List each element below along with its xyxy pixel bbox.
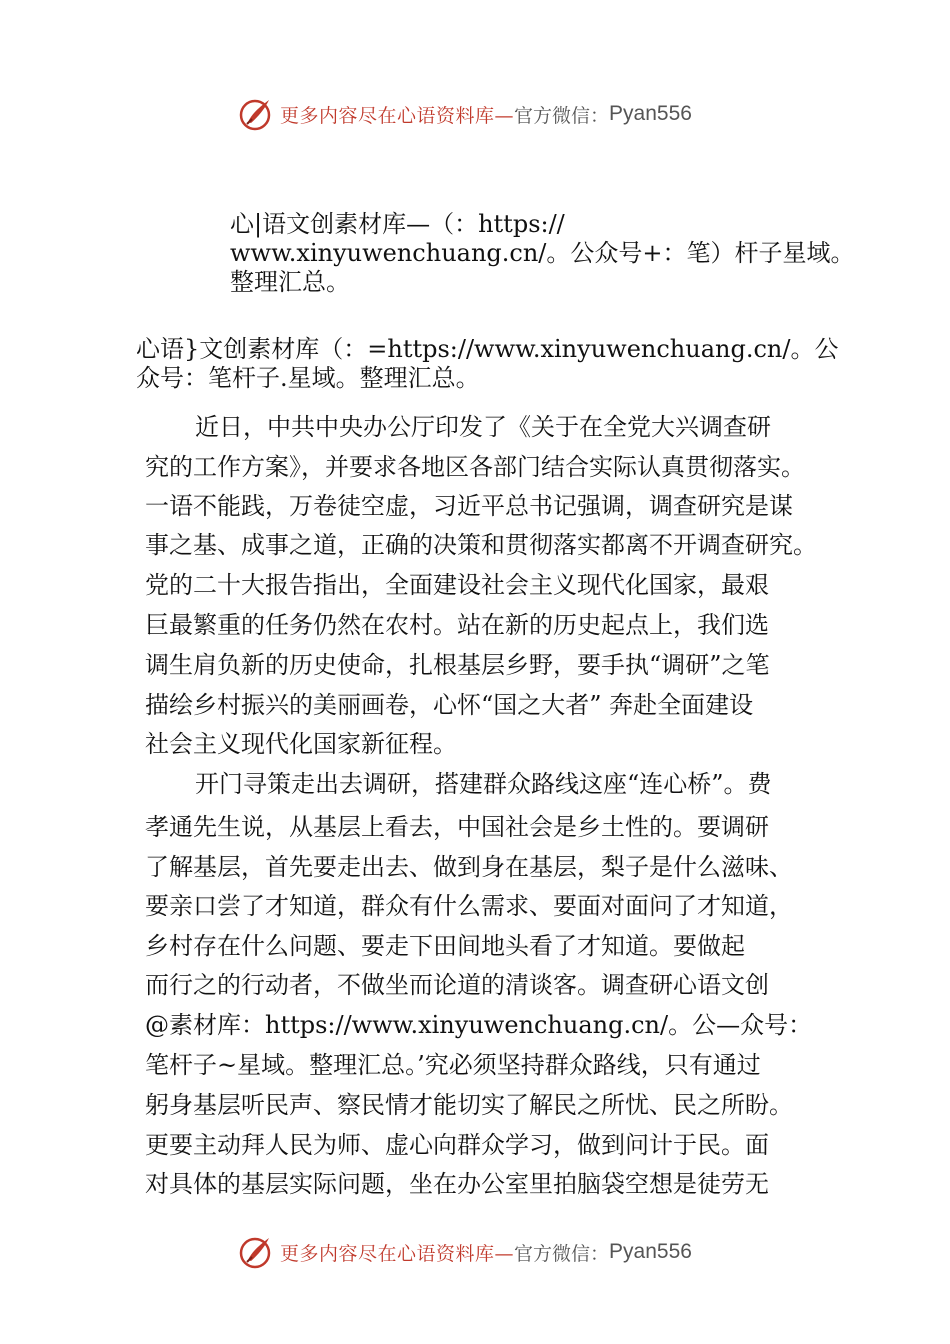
banner-wechat-label: 官方微信： <box>514 1242 610 1265</box>
paragraph-line: 乡村存在什么问题、要走下田间地头看了才知道。要做起 <box>145 932 745 960</box>
notice-line: 众号：笔杆子.星域。整理汇总。 <box>136 364 480 392</box>
banner-text: 更多内容尽在心语资料库— <box>280 1242 515 1265</box>
notice-line: 心|语文创素材库—（：https:// <box>230 210 565 238</box>
notice-line: 心语}文创素材库（：=https://www.xinyuwenchuang.cn/。公 <box>136 335 839 363</box>
notice-line: www.xinyuwenchuang.cn/。公众号+：笔）杆子星域。 <box>230 239 855 267</box>
paragraph-line: 开门寻策走出去调研，搭建群众路线这座“连心桥”。费 <box>195 770 772 798</box>
paragraph-line: @素材库：https://www.xinyuwenchuang.cn/。公—众号： <box>145 1011 813 1039</box>
paragraph-line: 要亲口尝了才知道，群众有什么需求、要面对面问了才知道， <box>145 892 793 920</box>
paragraph-line: 更要主动拜人民为师、虚心向群众学习，做到问计于民。面 <box>145 1131 769 1159</box>
banner-wechat-label: 官方微信： <box>514 104 610 127</box>
paragraph-line: 调生肩负新的历史使命，扎根基层乡野，要手执“调研”之笔 <box>145 651 770 679</box>
banner-text: 更多内容尽在心语资料库— <box>280 104 515 127</box>
paragraph-line: 了解基层，首先要走出去、做到身在基层，梨子是什么滋味、 <box>145 853 793 881</box>
paragraph-line: 近日，中共中央办公厅印发了《关于在全党大兴调查研 <box>195 413 771 441</box>
header-banner <box>238 94 692 134</box>
paragraph-line: 躬身基层听民声、察民情才能切实了解民之所忧、民之所盼。 <box>145 1091 793 1119</box>
paragraph-line: 党的二十大报告指出，全面建设社会主义现代化国家，最艰 <box>145 571 769 599</box>
footer-banner <box>238 1232 692 1272</box>
quill-logo-icon <box>238 1234 274 1270</box>
paragraph-line: 描绘乡村振兴的美丽画卷，心怀“国之大者” 奔赴全面建设 <box>145 691 754 719</box>
paragraph-line: 而行之的行动者，不做坐而论道的清谈客。调查研心语文创 <box>145 971 769 999</box>
paragraph-line: 笔杆子~星域。整理汇总。’究必须坚持群众路线，只有通过 <box>145 1051 761 1079</box>
paragraph-line: 事之基、成事之道，正确的决策和贯彻落实都离不开调查研究。 <box>145 531 817 559</box>
banner-wechat-id: Pyan556 <box>609 1240 692 1263</box>
paragraph-line: 一语不能践，万卷徒空虚，习近平总书记强调，调查研究是谋 <box>145 492 793 520</box>
paragraph-line: 社会主义现代化国家新征程。 <box>145 730 457 758</box>
paragraph-line: 巨最繁重的任务仍然在农村。站在新的历史起点上，我们选 <box>145 611 769 639</box>
banner-wechat-id: Pyan556 <box>609 102 692 125</box>
quill-logo-icon <box>238 96 274 132</box>
paragraph-line: 究的工作方案》，并要求各地区各部门结合实际认真贯彻落实。 <box>145 453 805 481</box>
paragraph-line: 对具体的基层实际问题，坐在办公室里拍脑袋空想是徒劳无 <box>145 1170 769 1198</box>
paragraph-line: 孝通先生说，从基层上看去，中国社会是乡土性的。要调研 <box>145 813 769 841</box>
notice-line: 整理汇总。 <box>230 268 350 296</box>
